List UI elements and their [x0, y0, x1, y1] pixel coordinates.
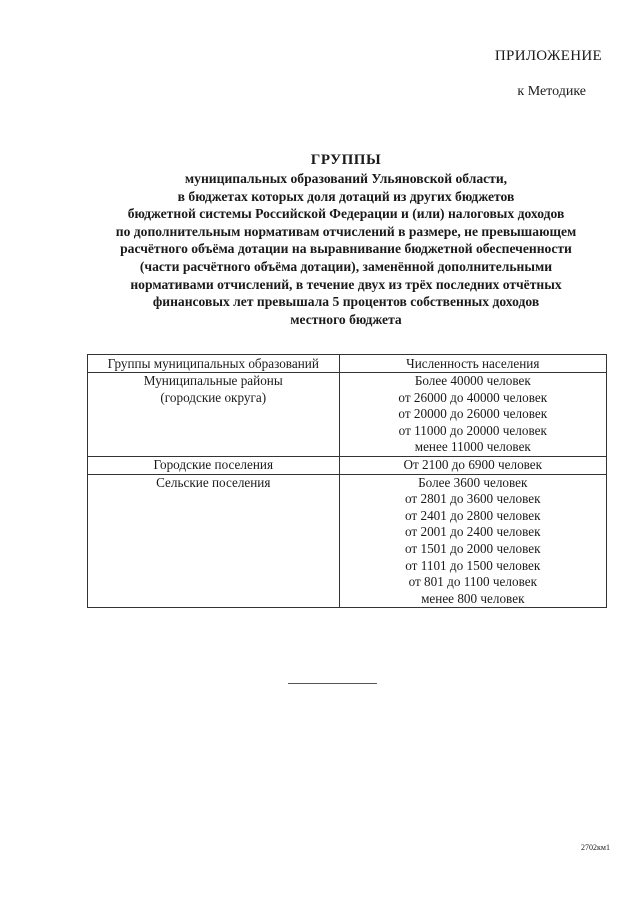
appendix-subtitle: к Методике: [517, 84, 586, 99]
table-row: [88, 474, 607, 608]
heading-line: бюджетной системы Российской Федерации и (или) налоговых доходов: [127, 206, 565, 222]
population-range: от 11000 до 20000 человек: [398, 422, 547, 438]
appendix-title: ПРИЛОЖЕНИЕ: [494, 48, 602, 64]
heading-line: финансовых лет превышала 5 процентов собственных доходов: [152, 294, 540, 310]
population-cell: [339, 456, 606, 474]
table-row: [88, 373, 607, 457]
group-cell: [88, 474, 340, 608]
group-label: Муниципальные районы: [143, 373, 283, 388]
document-code: 2702км1: [581, 843, 610, 852]
population-range: менее 11000 человек: [414, 439, 531, 455]
column-header-groups: Группы муниципальных образований: [88, 355, 340, 373]
footer-divider: [288, 683, 377, 684]
group-cell: [88, 456, 340, 474]
document-heading: [86, 151, 606, 328]
population-range: Более 3600 человек: [418, 474, 528, 490]
heading-line: местного бюджета: [290, 311, 402, 327]
population-range: От 2100 до 6900 человек: [403, 456, 543, 472]
heading-line: муниципальных образований Ульяновской области,: [184, 171, 508, 186]
population-range: от 801 до 1100 человек: [408, 574, 537, 590]
population-range: от 20000 до 26000 человек: [398, 406, 548, 422]
group-label: (городские округа): [160, 389, 267, 405]
population-range: от 2001 до 2400 человек: [405, 524, 541, 540]
population-range: Более 40000 человек: [414, 373, 531, 388]
group-cell: [88, 373, 340, 457]
heading-line: по дополнительным нормативам отчислений в размере, не превышающем: [115, 223, 577, 239]
table-row: [88, 456, 607, 474]
heading-title: ГРУППЫ: [310, 152, 382, 168]
population-range: от 2801 до 3600 человек: [405, 491, 541, 507]
groups-table: [87, 354, 607, 608]
heading-line: расчётного объёма дотации на выравнивание бюджетной обеспеченности: [120, 241, 572, 257]
population-range: от 2401 до 2800 человек: [405, 507, 541, 523]
population-range: от 1501 до 2000 человек: [405, 540, 541, 556]
group-label: Сельские поселения: [156, 474, 271, 490]
table-header-row: [88, 355, 607, 373]
heading-line: в бюджетах которых доля дотаций из других бюджетов: [177, 188, 515, 204]
population-cell: [339, 474, 606, 608]
population-range: менее 800 человек: [421, 590, 525, 606]
population-range: от 1101 до 1500 человек: [405, 557, 541, 573]
population-range: от 26000 до 40000 человек: [398, 389, 548, 405]
population-cell: [339, 373, 606, 457]
column-header-population: Численность населения: [339, 355, 606, 373]
heading-line: нормативами отчислений, в течение двух из трёх последних отчётных: [130, 276, 562, 292]
group-label: Городские поселения: [153, 456, 274, 472]
heading-line: (части расчётного объёма дотации), заменённой дополнительными: [139, 258, 553, 274]
